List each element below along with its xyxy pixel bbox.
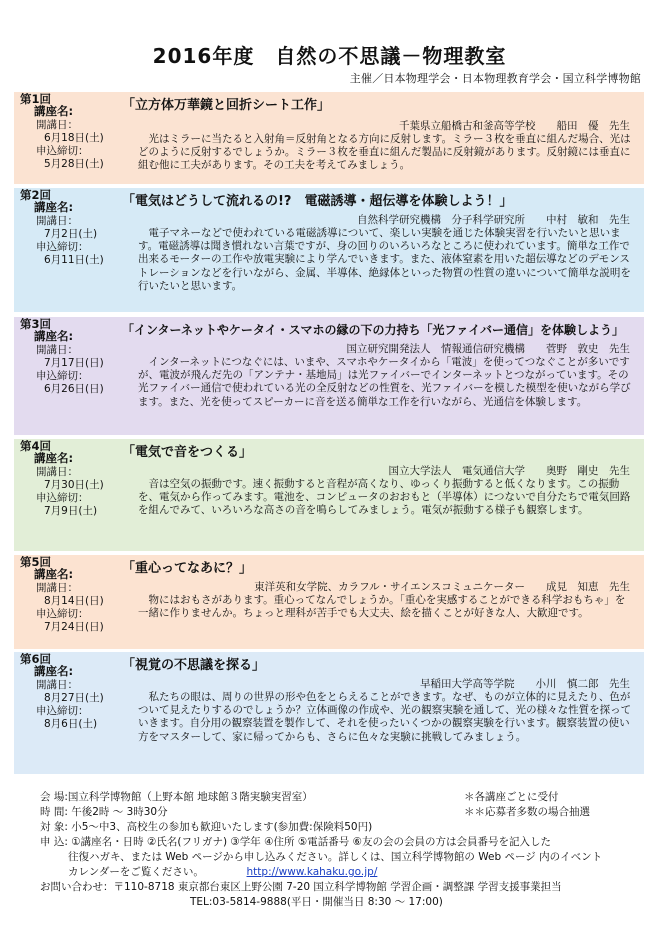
session-block-3: [14, 317, 644, 435]
lecturer: 千葉県立船橋古和釜高等学校 船田 優 先生: [399, 120, 630, 132]
footer-info: [40, 790, 640, 910]
course-label: 講座名:: [34, 567, 74, 581]
tel-line: TEL:03-5814-9888(平日・開催当日 8:30 ～ 17:00): [190, 896, 443, 908]
session-block-4: [14, 439, 644, 551]
held-label: 開講日：: [36, 215, 78, 227]
website-link[interactable]: http://www.kahaku.go.jp/: [246, 866, 378, 878]
apply-line-2: 往復ハガキ、または Web ページから申し込みください。詳しくは、国立科学博物館の Web ページ 内のイベント: [68, 851, 603, 863]
session-description: 音は空気の振動です。速く振動すると音程が高くなり、ゆっくり振動すると低くなります。この振動を、電気から作ってみます。電池を、コンピュータのおおもと（半導体）につないで自分たちで電気回路を組んでみて、いろいろな高さの音を鳴らしてみましょう。電気が振動する様子も観察します。: [138, 478, 631, 517]
held-label: 開講日：: [36, 119, 78, 131]
held-label: 開講日：: [36, 466, 78, 478]
apply-line-3: [40, 865, 640, 880]
session-block-6: [14, 652, 644, 774]
held-label: 開講日：: [36, 582, 78, 594]
course-label: 講座名:: [34, 200, 74, 214]
course-label: 講座名:: [34, 664, 74, 678]
page-title: 2016年度 自然の不思議－物理教室: [152, 44, 507, 68]
apply-line-1: 申 込: ①講座名・日時 ②氏名(フリガナ) ③学年 ④住所 ⑤電話番号 ⑥友の会の会員の方は会員番号を記入した: [40, 836, 552, 848]
deadline-date: 6月11日(土): [44, 254, 104, 266]
session-number: 第3回: [20, 317, 52, 331]
deadline-label: 申込締切：: [36, 492, 89, 504]
lecturer: 自然科学研究機構 分子科学研究所 中村 敏和 先生: [357, 214, 630, 226]
lecturer: 東洋英和女学院、カラフル・サイエンスコミュニケーター 成見 知恵 先生: [254, 581, 630, 593]
session-block-2: [14, 188, 644, 312]
lecturer: 早稲田大学高等学院 小川 慎二郎 先生: [420, 678, 630, 690]
lecturer: 国立大学法人 電気通信大学 奥野 剛史 先生: [388, 465, 630, 477]
session-title: 「重心ってなあに？」: [122, 561, 253, 576]
session-title: 「視覚の不思議を探る」: [122, 658, 266, 673]
session-number: 第1回: [20, 92, 52, 106]
held-date: 8月27日(土): [44, 692, 104, 704]
deadline-date: 7月9日(土): [44, 505, 98, 517]
sponsor-line: 主催／日本物理学会・日本物理教育学会・国立科学博物館: [349, 72, 641, 85]
venue-line: 会 場:国立科学博物館（上野本館 地球館３階実験実習室）: [40, 791, 313, 803]
session-block-1: [14, 92, 644, 184]
course-label: 講座名:: [34, 104, 74, 118]
held-date: 7月2日(土): [44, 228, 98, 240]
deadline-label: 申込締切：: [36, 608, 89, 620]
course-label: 講座名:: [34, 329, 74, 343]
held-date: 7月17日(日): [44, 357, 104, 369]
deadline-label: 申込締切：: [36, 241, 89, 253]
session-number: 第2回: [20, 188, 52, 202]
session-title: 「立方体万華鏡と回折シート工作」: [122, 98, 331, 113]
deadline-date: 6月26日(日): [44, 383, 104, 395]
notes: [464, 790, 590, 820]
session-description: 私たちの眼は、周りの世界の形や色をとらえることができます。なぜ、ものが立体的に見えたり、色がついて見えたりするのでしょうか？立体画像の作成や、光の観察実験を通して、光の様々な性質を探っていきます。自分用の観察装置を製作して、それを使ったいくつかの観察実験を行います。観察装置の使い方をマスターして、家に帰ってからも、さらに色々な実験に挑戦してみましょう。: [138, 691, 632, 743]
session-description: 光はミラーに当たると入射角＝反射角となる方向に反射します。ミラー３枚を垂直に組んだ場合、光はどのように反射するでしょうか。ミラー３枚を垂直に組んだ製品に反射鏡があります。反射鏡には垂直に組む他に工夫があります。その工夫を考えてみましょう。: [138, 133, 631, 172]
session-block-5: [14, 555, 644, 649]
session-number: 第6回: [20, 652, 52, 666]
note-2: ＊＊応募者多数の場合抽選: [464, 806, 590, 818]
course-label: 講座名:: [34, 451, 74, 465]
session-description: 物にはおもさがあります。重心ってなんでしょうか。「重心を実感することができる科学おもちゃ」を一緒に作りませんか。ちょっと理科が苦手でも大丈夫、絵を描くことが好きな人、大歓迎です。: [138, 594, 626, 620]
held-date: 8月14日(日): [44, 595, 104, 607]
session-title: 「電気はどうして流れるの!? 電磁誘導・超伝導を体験しよう！」: [122, 194, 513, 209]
held-date: 7月30日(土): [44, 479, 104, 491]
deadline-label: 申込締切：: [36, 145, 89, 157]
time-line: 時 間: 午後2時 ～ 3時30分: [40, 806, 168, 818]
session-number: 第5回: [20, 555, 52, 569]
session-title: 「インターネットやケータイ・スマホの縁の下の力持ち「光ファイバー通信」を体験しよう」: [122, 323, 624, 337]
note-1: ＊各講座ごとに受付: [464, 791, 559, 803]
contact-line: お問い合わせ：〒110-8718 東京都台東区上野公園 7-20 国立科学博物館 学習企画・調整課 学習支援事業担当: [40, 881, 562, 893]
lecturer: 国立研究開発法人 情報通信研究機構 菅野 敦史 先生: [346, 343, 630, 355]
target-line: 対 象: 小5～中3、高校生の参加も歓迎いたします(参加費:保険料50円): [40, 821, 373, 833]
session-number: 第4回: [20, 439, 52, 453]
held-label: 開講日：: [36, 679, 78, 691]
held-label: 開講日：: [36, 344, 78, 356]
apply-line-3-text: カレンダーをご覧ください。: [68, 866, 204, 878]
session-description: インターネットにつなぐには、いまや、スマホやケータイから「電波」を使ってつなぐことが多いですが、電波が飛んだ先の「アンテナ・基地局」は光ファイバーでインターネットとつながっています。その光ファイバー通信で使われている光の全反射などの性質を、光ファイバーを模した模型を使いながら学びます。また、光を使ってスピーカーに音を送る簡単な工作を行いながら、光通信を体験します。: [138, 356, 631, 408]
held-date: 6月18日(土): [44, 132, 104, 144]
session-title: 「電気で音をつくる」: [122, 445, 253, 460]
deadline-date: 7月24日(日): [44, 621, 104, 633]
deadline-date: 8月6日(土): [44, 718, 98, 730]
deadline-label: 申込締切：: [36, 370, 89, 382]
deadline-label: 申込締切：: [36, 705, 89, 717]
session-description: 電子マネーなどで使われている電磁誘導について、楽しい実験を通じた体験実習を行いたいと思います。電磁誘導は聞き慣れない言葉ですが、身の回りのいろいろなところに使われています。簡単な工作で出来るモーターの工作や放電実験により学んでいきます。また、液体窒素を用いた超伝導などのデモンストレーションなどを行いながら、金属、半導体、絶縁体といった物質の性質の違いについて簡単な説明を行いたいと思います。: [138, 227, 631, 292]
deadline-date: 5月28日(土): [44, 158, 104, 170]
